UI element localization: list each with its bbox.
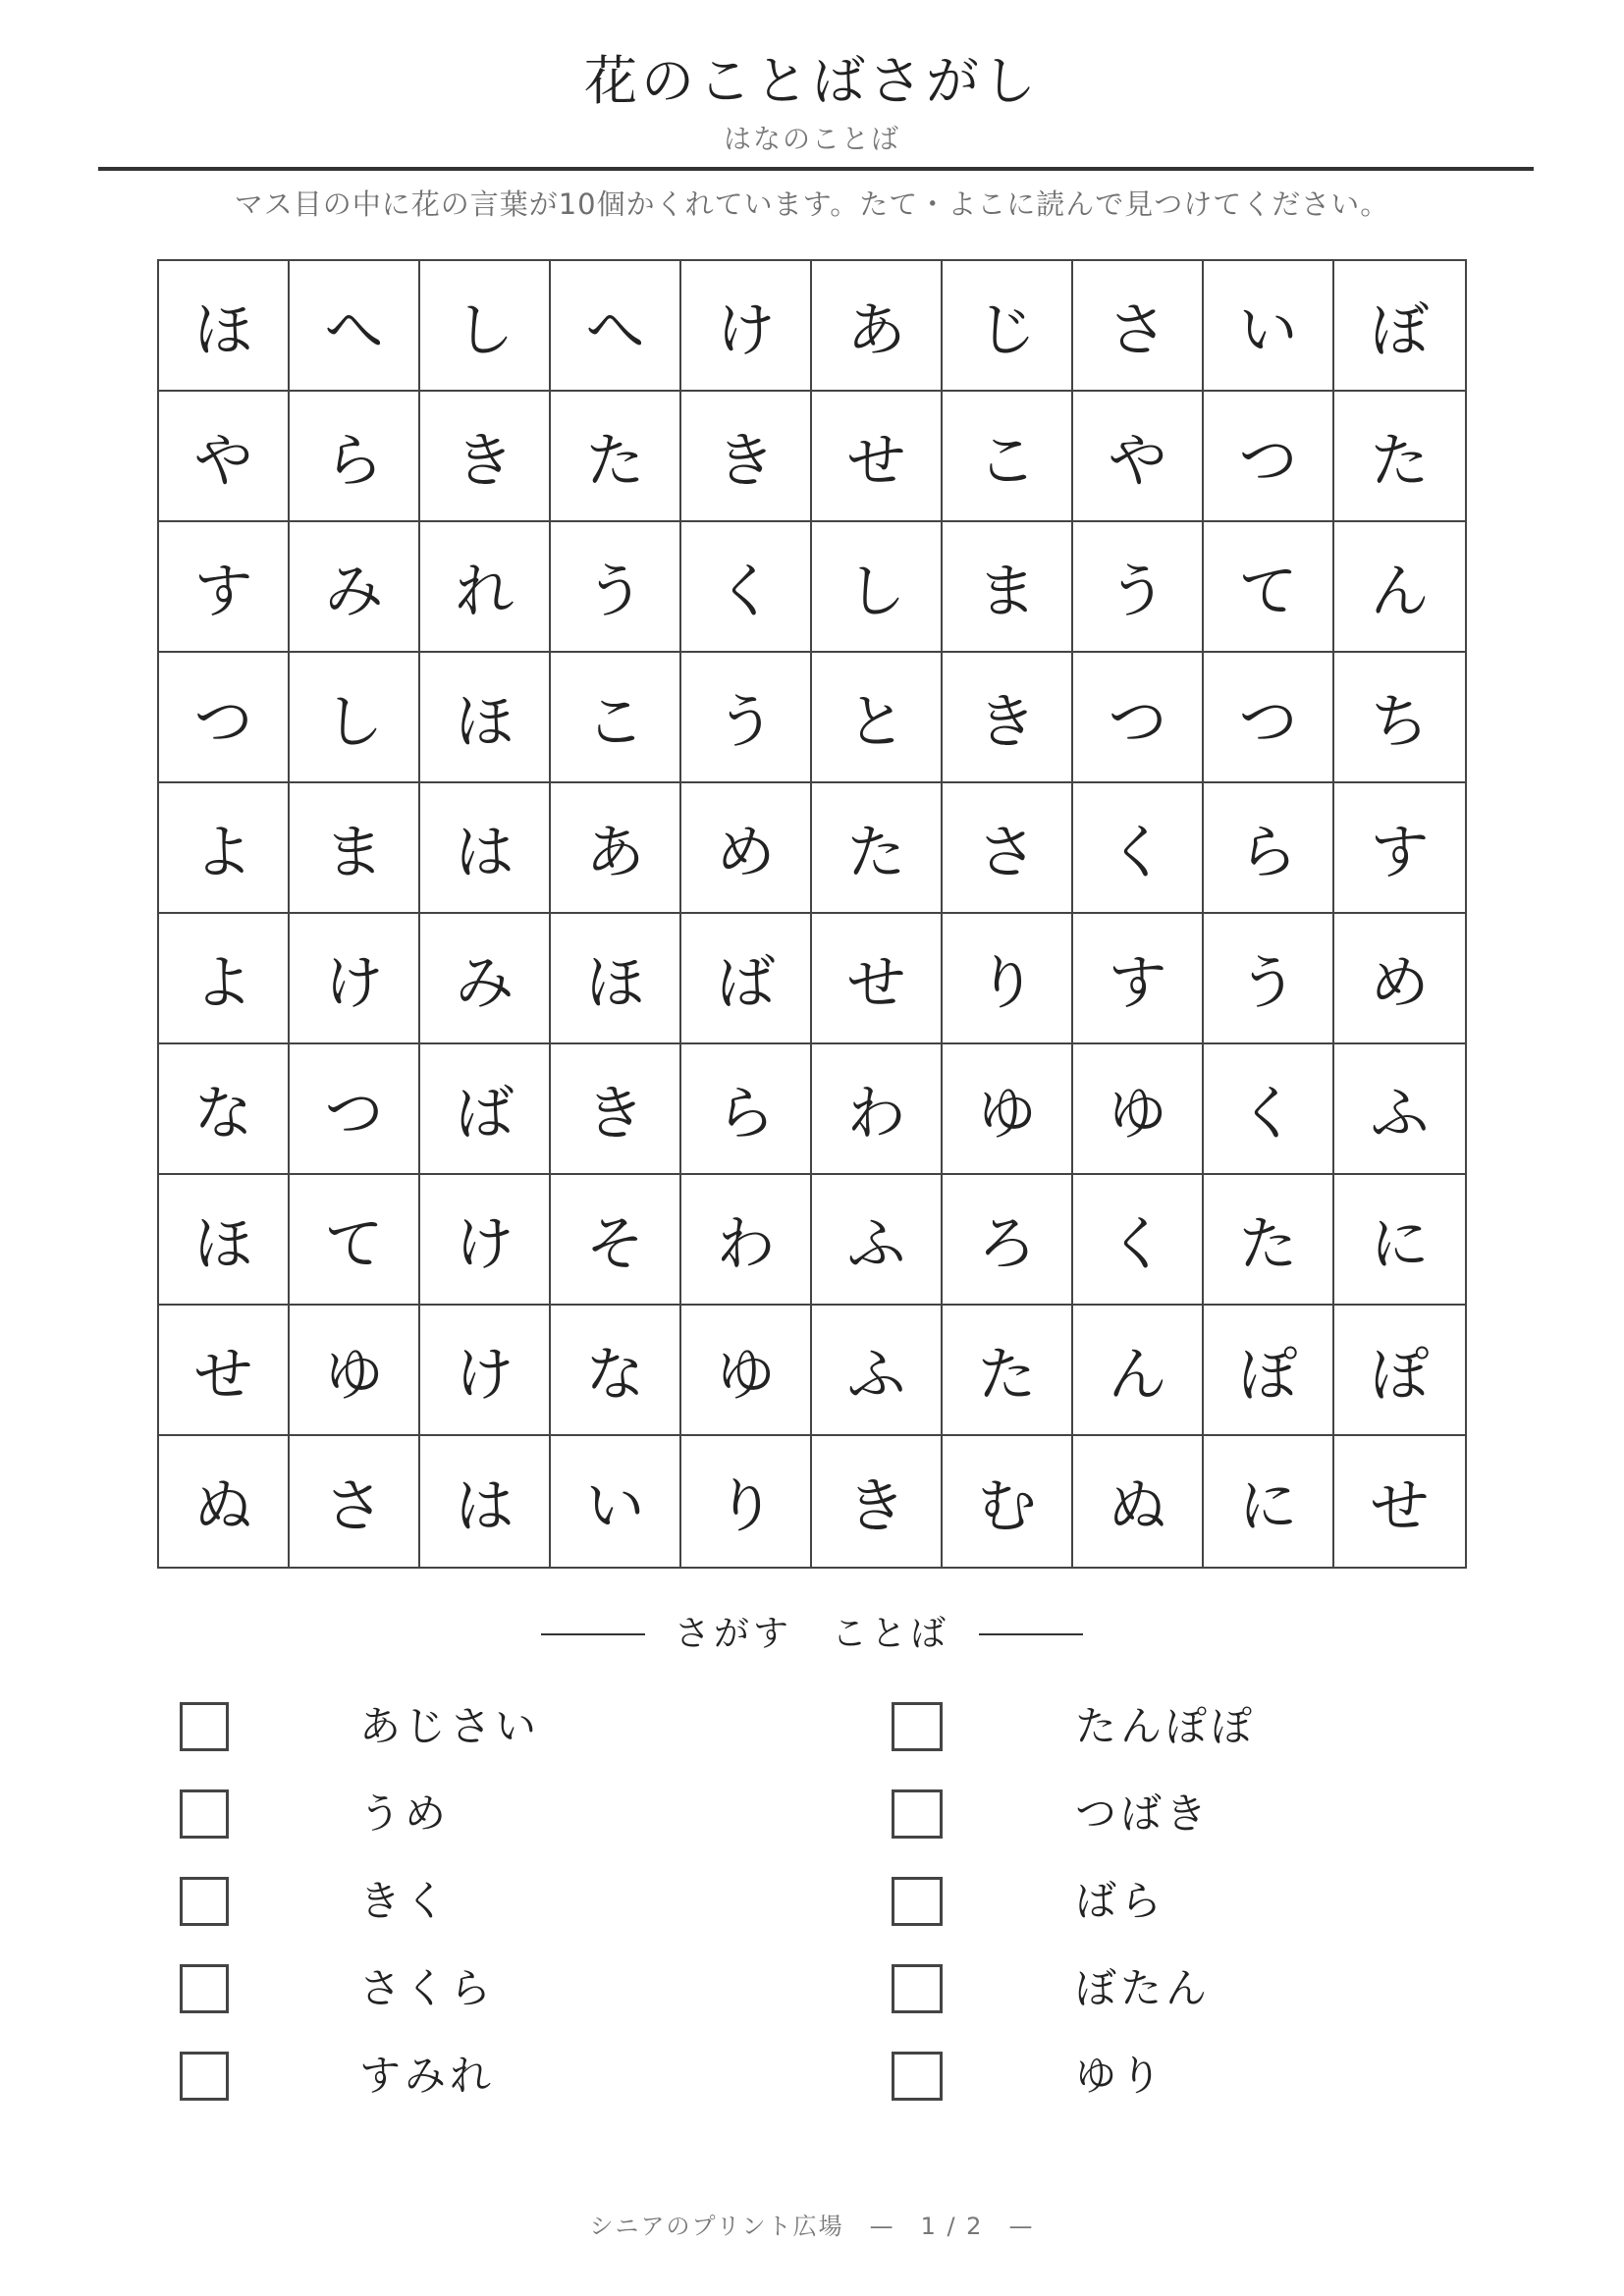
grid-cell[interactable]: た: [551, 392, 681, 522]
grid-cell[interactable]: な: [551, 1306, 681, 1436]
word-label: あじさい: [359, 1702, 541, 1750]
word-label: たんぽぽ: [1075, 1702, 1257, 1750]
word-checkbox[interactable]: [180, 1877, 229, 1926]
grid-cell[interactable]: て: [1204, 522, 1334, 653]
grid-cell[interactable]: ん: [1073, 1306, 1204, 1436]
grid-cell[interactable]: さ: [1073, 261, 1204, 392]
grid-cell[interactable]: あ: [551, 783, 681, 914]
grid-cell[interactable]: い: [551, 1436, 681, 1567]
grid-cell[interactable]: つ: [159, 653, 290, 783]
grid-cell[interactable]: く: [1204, 1044, 1334, 1175]
grid-cell[interactable]: ほ: [159, 1175, 290, 1306]
word-item[interactable]: [180, 1789, 671, 1877]
word-checkbox[interactable]: [180, 1964, 229, 2013]
grid-cell[interactable]: す: [159, 522, 290, 653]
grid-cell[interactable]: う: [1073, 522, 1204, 653]
grid-cell[interactable]: つ: [1073, 653, 1204, 783]
grid-cell[interactable]: い: [1204, 261, 1334, 392]
grid-cell[interactable]: じ: [943, 261, 1073, 392]
word-label: うめ: [359, 1789, 451, 1838]
word-item[interactable]: [180, 1702, 671, 1789]
word-list-heading: [0, 1612, 1624, 1657]
grid-cell[interactable]: き: [551, 1044, 681, 1175]
grid-cell[interactable]: ら: [290, 392, 420, 522]
grid-cell[interactable]: む: [943, 1436, 1073, 1567]
word-label: ぼたん: [1075, 1964, 1212, 2012]
word-label: つばき: [1075, 1789, 1212, 1838]
word-checkbox[interactable]: [892, 1789, 943, 1839]
word-checkbox[interactable]: [180, 1702, 229, 1751]
word-search-grid: [157, 259, 1467, 1569]
grid-cell[interactable]: う: [1204, 914, 1334, 1044]
word-checkbox[interactable]: [892, 1702, 943, 1751]
grid-cell[interactable]: ら: [1204, 783, 1334, 914]
grid-cell[interactable]: ほ: [551, 914, 681, 1044]
grid-cell[interactable]: や: [159, 392, 290, 522]
grid-cell[interactable]: こ: [943, 392, 1073, 522]
heading-line-right: [979, 1633, 1083, 1635]
grid-cell[interactable]: ぽ: [1334, 1306, 1465, 1436]
grid-cell[interactable]: り: [681, 1436, 812, 1567]
grid-cell[interactable]: き: [681, 392, 812, 522]
grid-cell[interactable]: た: [943, 1306, 1073, 1436]
grid-cell[interactable]: な: [159, 1044, 290, 1175]
page-subtitle: はなのことば: [723, 123, 900, 155]
grid-cell[interactable]: ぬ: [159, 1436, 290, 1567]
grid-cell[interactable]: せ: [159, 1306, 290, 1436]
word-list-left: [180, 1702, 671, 2139]
grid-cell[interactable]: つ: [1204, 392, 1334, 522]
grid-cell[interactable]: し: [420, 261, 551, 392]
grid-cell[interactable]: ま: [290, 783, 420, 914]
grid-cell[interactable]: き: [812, 1436, 943, 1567]
grid-cell[interactable]: ほ: [420, 653, 551, 783]
grid-cell[interactable]: り: [943, 914, 1073, 1044]
grid-cell[interactable]: つ: [1204, 653, 1334, 783]
grid-cell[interactable]: へ: [290, 261, 420, 392]
grid-cell[interactable]: ば: [420, 1044, 551, 1175]
grid-cell[interactable]: わ: [812, 1044, 943, 1175]
page-title: 花のことばさがし: [584, 50, 1040, 112]
grid-cell[interactable]: せ: [812, 392, 943, 522]
word-checkbox[interactable]: [892, 1877, 943, 1926]
grid-cell[interactable]: ぬ: [1073, 1436, 1204, 1567]
grid-cell[interactable]: き: [943, 653, 1073, 783]
header-divider: [98, 167, 1534, 171]
page-footer: シニアのプリント広場 — 1 / 2 —: [589, 2213, 1035, 2240]
grid-cell[interactable]: は: [420, 783, 551, 914]
word-label: すみれ: [359, 2052, 496, 2100]
grid-cell[interactable]: し: [290, 653, 420, 783]
word-list-heading-label: さがす ことば: [674, 1614, 949, 1654]
grid-cell[interactable]: た: [1334, 392, 1465, 522]
grid-cell[interactable]: せ: [1370, 1471, 1430, 1541]
grid-cell[interactable]: せ: [812, 914, 943, 1044]
word-checkbox[interactable]: [180, 2052, 229, 2101]
grid-cell[interactable]: た: [1204, 1175, 1334, 1306]
grid-cell[interactable]: そ: [551, 1175, 681, 1306]
grid-cell[interactable]: め: [681, 783, 812, 914]
grid-cell[interactable]: た: [812, 783, 943, 914]
grid-cell[interactable]: ん: [1334, 522, 1465, 653]
grid-cell[interactable]: け: [681, 261, 812, 392]
grid-cell[interactable]: や: [1073, 392, 1204, 522]
grid-cell[interactable]: し: [812, 522, 943, 653]
grid-cell[interactable]: け: [420, 1306, 551, 1436]
instructions-text: マス目の中に花の言葉が10個かくれています。たて・よこに読んで見つけてください。: [234, 187, 1390, 221]
grid-cell[interactable]: う: [551, 522, 681, 653]
grid-cell[interactable]: は: [420, 1436, 551, 1567]
grid-cell[interactable]: け: [420, 1175, 551, 1306]
word-item[interactable]: [892, 1964, 1382, 2052]
grid-cell[interactable]: ま: [943, 522, 1073, 653]
grid-cell[interactable]: け: [290, 914, 420, 1044]
grid-cell[interactable]: ゆ: [943, 1044, 1073, 1175]
word-item[interactable]: [892, 1877, 1382, 1964]
grid-cell[interactable]: う: [681, 653, 812, 783]
grid-cell[interactable]: き: [420, 392, 551, 522]
grid-cell[interactable]: に: [1204, 1436, 1334, 1567]
grid-cell[interactable]: ら: [681, 1044, 812, 1175]
word-label: きく: [359, 1877, 451, 1925]
word-checkbox[interactable]: [180, 1789, 229, 1839]
word-item[interactable]: [892, 1789, 1382, 1877]
grid-cell[interactable]: ぽ: [1204, 1306, 1334, 1436]
grid-cell[interactable]: よ: [159, 783, 290, 914]
grid-cell[interactable]: と: [812, 653, 943, 783]
grid-cell[interactable]: ぼ: [1334, 261, 1465, 392]
grid-cell[interactable]: ほ: [159, 261, 290, 392]
word-label: ゆり: [1075, 2052, 1166, 2100]
grid-cell[interactable]: れ: [420, 522, 551, 653]
grid-cell[interactable]: へ: [551, 261, 681, 392]
word-item[interactable]: [180, 1877, 671, 1964]
grid-cell[interactable]: ふ: [1334, 1044, 1465, 1175]
heading-line-left: [541, 1633, 645, 1635]
grid-cell[interactable]: く: [1073, 1175, 1204, 1306]
grid-cell[interactable]: ば: [681, 914, 812, 1044]
grid-cell[interactable]: ろ: [943, 1175, 1073, 1306]
grid-cell[interactable]: ふ: [812, 1175, 943, 1306]
word-label: さくら: [359, 1964, 496, 2012]
grid-cell[interactable]: こ: [551, 653, 681, 783]
grid-cell[interactable]: ふ: [812, 1306, 943, 1436]
grid-cell[interactable]: ち: [1334, 653, 1465, 783]
word-label: ばら: [1075, 1877, 1166, 1925]
grid-cell[interactable]: く: [681, 522, 812, 653]
word-item[interactable]: [892, 2052, 1382, 2139]
word-item[interactable]: [892, 1702, 1382, 1789]
grid-cell[interactable]: よ: [159, 914, 290, 1044]
word-checkbox[interactable]: [892, 1964, 943, 2013]
word-list-right: [892, 1702, 1382, 2139]
grid-cell[interactable]: く: [1073, 783, 1204, 914]
word-item[interactable]: [180, 1964, 671, 2052]
grid-cell[interactable]: つ: [290, 1044, 420, 1175]
grid-cell[interactable]: み: [290, 522, 420, 653]
grid-cell[interactable]: ゆ: [290, 1306, 420, 1436]
grid-cell[interactable]: わ: [681, 1175, 812, 1306]
grid-cell[interactable]: す: [1073, 914, 1204, 1044]
grid-cell[interactable]: み: [420, 914, 551, 1044]
grid-cell[interactable]: さ: [290, 1436, 420, 1567]
grid-cell[interactable]: す: [1334, 783, 1465, 914]
grid-cell[interactable]: ゆ: [681, 1306, 812, 1436]
grid-cell[interactable]: ゆ: [1073, 1044, 1204, 1175]
grid-cell[interactable]: に: [1334, 1175, 1465, 1306]
grid-cell[interactable]: て: [290, 1175, 420, 1306]
word-item[interactable]: [180, 2052, 671, 2139]
grid-cell[interactable]: あ: [812, 261, 943, 392]
word-checkbox[interactable]: [892, 2052, 943, 2101]
grid-cell[interactable]: め: [1334, 914, 1465, 1044]
grid-cell[interactable]: さ: [943, 783, 1073, 914]
